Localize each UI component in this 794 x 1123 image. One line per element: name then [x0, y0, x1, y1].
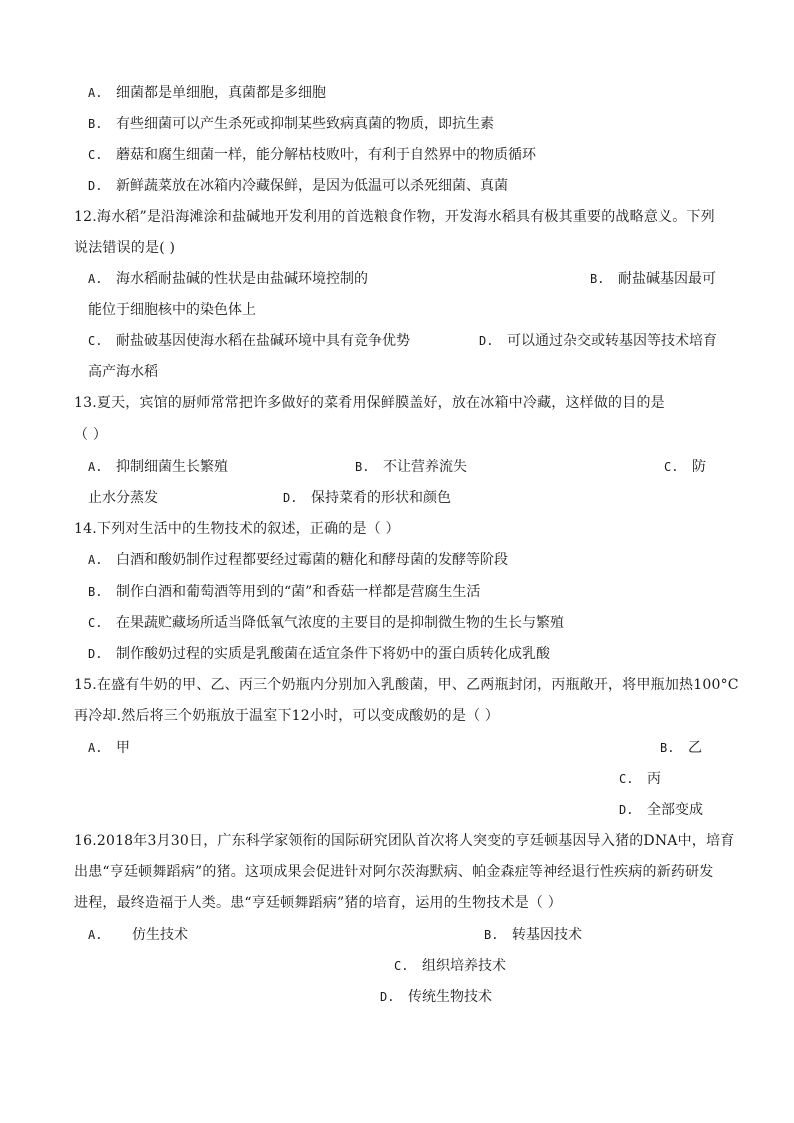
option-letter: D. [283, 491, 298, 505]
q16-option-b [484, 926, 582, 944]
option-text: 丙 [647, 771, 661, 787]
q11-option-a [88, 84, 326, 102]
q12-option-b-continued: 能位于细胞核中的染色体上 [88, 302, 256, 318]
q15-option-a [88, 739, 130, 757]
q13-stem-line2: （ ） [74, 427, 108, 443]
option-letter: C. [88, 334, 103, 348]
option-text: 耐盐碱基因最可 [618, 271, 716, 287]
q11-option-c [88, 146, 536, 164]
option-letter: B. [355, 460, 370, 474]
q12-option-a [88, 270, 368, 288]
option-text: 防 [692, 459, 706, 475]
q16-option-c [394, 957, 506, 975]
option-text: 制作酸奶过程的实质是乳酸菌在适宜条件下将奶中的蛋白质转化成乳酸 [116, 646, 550, 662]
q16-stem-line1: 16.2018年3月30日，广东科学家领衔的国际研究团队首次将人突变的亨廷顿基因导入猪的DNA中，培育 [74, 833, 735, 849]
option-text: 细菌都是单细胞，真菌都是多细胞 [116, 85, 326, 101]
option-letter: A. [88, 741, 103, 755]
q13-option-a [88, 458, 228, 476]
q16-stem-line2: 出患“亨廷顿舞蹈病”的猪。这项成果会促进针对阿尔茨海默病、帕金森症等神经退行性疾病的新药研发 [74, 864, 714, 880]
option-text: 全部变成 [647, 802, 703, 818]
option-text: 仿生技术 [132, 927, 188, 943]
option-text: 蘑菇和腐生细菌一样，能分解枯枝败叶，有利于自然界中的物质循环 [116, 147, 536, 163]
q13-option-c [664, 458, 706, 476]
q16-option-d [380, 988, 492, 1006]
q13-option-b [355, 458, 467, 476]
option-text: 不让营养流失 [383, 459, 467, 475]
q12-option-b [590, 270, 716, 288]
option-letter: D. [380, 990, 395, 1004]
q14-option-a [88, 551, 508, 569]
option-text: 在果蔬贮藏场所适当降低氧气浓度的主要目的是抑制微生物的生长与繁殖 [116, 615, 564, 631]
q11-option-d [88, 177, 508, 195]
option-text: 抑制细菌生长繁殖 [116, 459, 228, 475]
q13-stem-line1: 13.夏天，宾馆的厨师常常把许多做好的菜肴用保鲜膜盖好，放在冰箱中冷藏，这样做的目的是 [74, 395, 665, 411]
q12-stem-line1: 12.海水稻”是沿海滩涂和盐碱地开发利用的首选粮食作物，开发海水稻具有极其重要的战略意义。下列 [74, 209, 715, 225]
option-letter: B. [88, 585, 103, 599]
option-letter: C. [88, 616, 103, 630]
q15-option-d [619, 801, 703, 819]
q16-option-a [88, 926, 188, 944]
q15-stem-line2: 再冷却.然后将三个奶瓶放于温室下12小时，可以变成酸奶的是（ ） [74, 708, 500, 724]
q14-option-c [88, 614, 564, 632]
option-letter: A. [88, 86, 103, 100]
q15-option-b [660, 739, 702, 757]
option-letter: D. [88, 647, 103, 661]
q13-option-c-continued: 止水分蒸发 [88, 490, 158, 506]
option-letter: D. [479, 334, 494, 348]
option-letter: C. [394, 959, 409, 973]
option-text: 耐盐破基因使海水稻在盐碱环境中具有竞争优势 [116, 333, 410, 349]
option-text: 海水稻耐盐碱的性状是由盐碱环境控制的 [116, 271, 368, 287]
q13-option-d [283, 489, 451, 507]
option-text: 制作白酒和葡萄酒等用到的“菌”和香菇一样都是营腐生生活 [116, 584, 481, 600]
q12-stem-line2: 说法错误的是( ) [74, 240, 176, 256]
q12-option-d [479, 332, 717, 350]
option-letter: A. [88, 460, 103, 474]
option-text: 转基因技术 [512, 927, 582, 943]
option-text: 组织培养技术 [422, 958, 506, 974]
q15-stem-line1: 15.在盛有牛奶的甲、乙、丙三个奶瓶内分别加入乳酸菌，甲、乙两瓶封闭，丙瓶敞开，将甲瓶加热100°C [74, 677, 739, 693]
option-text: 可以通过杂交或转基因等技术培育 [507, 333, 717, 349]
option-letter: C. [88, 148, 103, 162]
q14-option-d [88, 645, 550, 663]
option-letter: B. [660, 741, 675, 755]
option-letter: D. [88, 179, 103, 193]
q14-stem: 14.下列对生活中的生物技术的叙述，正确的是（ ） [74, 521, 400, 537]
option-letter: C. [619, 772, 634, 786]
option-letter: B. [590, 272, 605, 286]
q12-option-c [88, 332, 410, 350]
option-letter: A. [88, 928, 103, 942]
option-text: 新鲜蔬菜放在冰箱内冷藏保鲜，是因为低温可以杀死细菌、真菌 [116, 178, 508, 194]
q12-option-d-continued: 高产海水稻 [88, 364, 158, 380]
q11-option-b [88, 115, 494, 133]
q14-option-b [88, 583, 480, 601]
option-text: 甲 [116, 740, 130, 756]
q15-option-c [619, 770, 661, 788]
option-text: 有些细菌可以产生杀死或抑制某些致病真菌的物质，即抗生素 [116, 116, 494, 132]
option-letter: A. [88, 553, 103, 567]
option-text: 传统生物技术 [408, 989, 492, 1005]
option-letter: A. [88, 272, 103, 286]
q16-stem-line3: 进程，最终造福于人类。患“亨廷顿舞蹈病”猪的培育，运用的生物技术是（ ） [74, 895, 562, 911]
option-letter: B. [88, 117, 103, 131]
option-text: 保持菜肴的形状和颜色 [311, 490, 451, 506]
option-text: 乙 [688, 740, 702, 756]
option-text: 白酒和酸奶制作过程都要经过霉菌的糖化和酵母菌的发酵等阶段 [116, 552, 508, 568]
option-letter: B. [484, 928, 499, 942]
option-letter: D. [619, 803, 634, 817]
option-letter: C. [664, 460, 679, 474]
